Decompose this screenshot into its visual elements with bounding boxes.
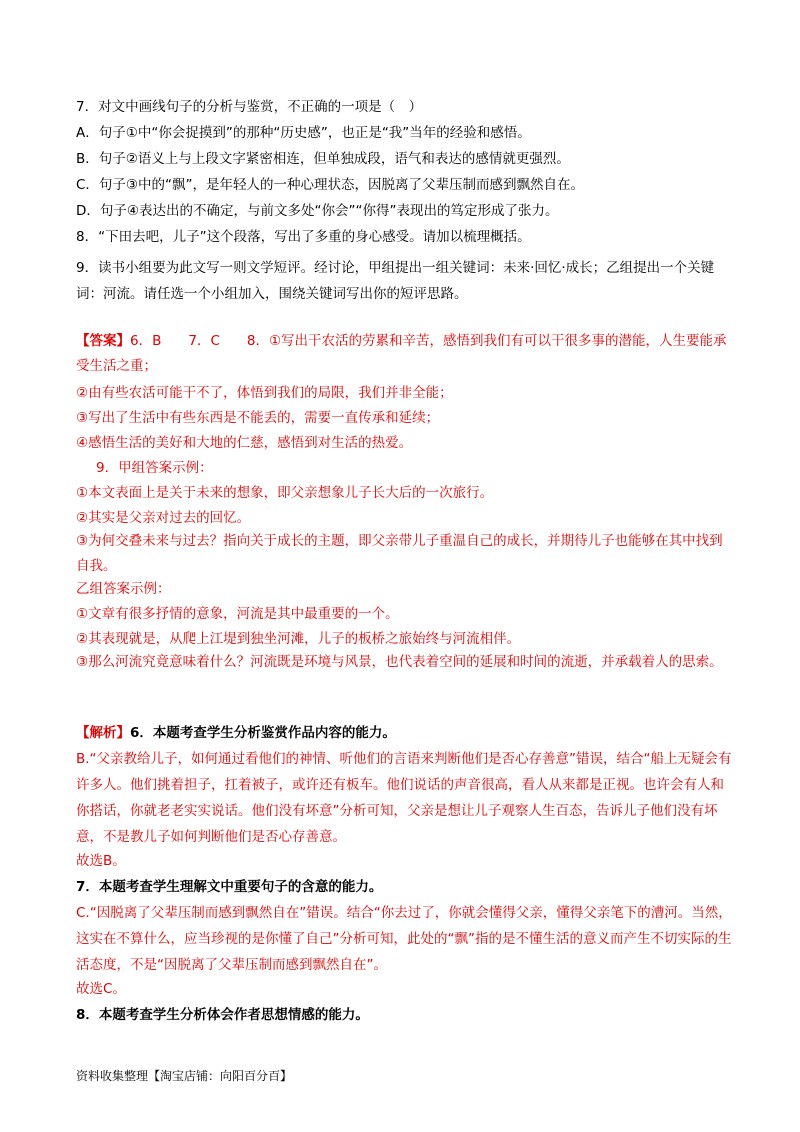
- question-7-option-c: C．句子③中的“飘”，是年轻人的一种心理状态，因脱离了父辈压制而感到飘然自在。: [76, 177, 585, 193]
- answer-line-1: 6．B 7．C 8．①写出干农活的劳累和辛苦，感悟到我们有可以干很多事的潜能，人生要能承受生活之重；: [76, 333, 727, 374]
- answer-group-a-3: ③为何交叠未来与过去？指向关于成长的主题，即父亲带儿子重温自己的成长，并期待儿子也能够在其中找到自我。: [76, 533, 723, 574]
- answer-group-b-heading: 乙组答案示例：: [76, 581, 171, 597]
- answer-point-3: ③写出了生活中有些东西是不能丢的，需要一直传承和延续；: [76, 410, 440, 426]
- answer-group-a-2: ②其实是父亲对过去的回忆。: [76, 510, 251, 526]
- answer-q9-heading: 9．甲组答案示例：: [96, 460, 213, 476]
- analysis-tag: 【解析】: [76, 725, 130, 741]
- answer-group-a-1: ①本文表面上是关于未来的想象，即父亲想象儿子长大后的一次旅行。: [76, 485, 494, 501]
- analysis-q6-choice: 故选B。: [76, 853, 126, 869]
- question-7-option-a: A．句子①中“你会捉摸到”的那种“历史感”，也正是“我”当年的经验和感悟。: [76, 125, 531, 141]
- page-footer: 资料收集整理【淘宝店铺：向阳百分百】: [76, 1069, 293, 1083]
- answer-group-b-1: ①文章有很多抒情的意象，河流是其中最重要的一个。: [76, 606, 399, 622]
- analysis-q8-heading: 8．本题考查学生分析体会作者思想情感的能力。: [76, 1007, 369, 1023]
- analysis-q7-heading: 7．本题考查学生理解文中重要句子的含意的能力。: [76, 879, 383, 895]
- answer-tag: 【答案】: [76, 333, 130, 349]
- answer-point-2: ②由有些农活可能干不了，体悟到我们的局限，我们并非全能；: [76, 385, 453, 401]
- answer-group-b-3: ③那么河流究竟意味着什么？河流既是环境与风景，也代表着空间的延展和时间的流逝，并承载着人的思索。: [76, 654, 723, 670]
- analysis-q6-body: B.“父亲教给儿子，如何通过看他们的神情、听他们的言语来判断他们是否心存善意”错误，结合“船上无疑会有许多人。他们挑着担子，扛着被子，或许还有板车。他们说话的声音很高，看人从来都是正视。也许会有人和你搭话，你就老老实实说话。他们没有坏意”分析可知，父亲是想让儿子观察人生百态，告诉儿子他们没有坏意，不是教儿子如何判断他们是否心存善意。: [76, 751, 732, 845]
- answer-group-b-2: ②其表现就是，从爬上江堤到独坐河滩，儿子的板桥之旅始终与河流相伴。: [76, 631, 521, 647]
- answer-point-4: ④感悟生活的美好和大地的仁慈，感悟到对生活的热爱。: [76, 435, 413, 451]
- analysis-q7-choice: 故选C。: [76, 981, 126, 997]
- analysis-q7-body: C.“因脱离了父辈压制而感到飘然自在”错误。结合“你去过了，你就会懂得父亲，懂得父亲笔下的漕河。当然，这实在不算什么，应当珍视的是你懂了自己”分析可知，此处的“飘”指的是不懂生活的意义而产生不切实际的生活态度，不是“因脱离了父辈压制而感到飘然自在”。: [76, 905, 732, 973]
- question-9: 9．读书小组要为此文写一则文学短评。经讨论，甲组提出一组关键词：未来·回忆·成长；乙组提出一个关键词：河流。请任选一个小组加入，围绕关键词写出你的短评思路。: [76, 260, 715, 302]
- question-7-option-d: D．句子④表达出的不确定，与前文多处“你会”“你得”表现出的笃定形成了张力。: [76, 203, 559, 219]
- analysis-q6-title: 6．本题考查学生分析鉴赏作品内容的能力。: [130, 725, 396, 741]
- answer-first-paragraph: [76, 329, 736, 379]
- question-8: 8．“下田去吧，儿子”这个段落，写出了多重的身心感受。请加以梳理概括。: [76, 229, 531, 245]
- analysis-q6-heading: [76, 721, 736, 746]
- question-7-option-b: B．句子②语义上与上段文字紧密相连，但单独成段，语气和表达的感情就更强烈。: [76, 151, 570, 167]
- question-7: 7．对文中画线句子的分析与鉴赏，不正确的一项是（ ）: [76, 99, 423, 115]
